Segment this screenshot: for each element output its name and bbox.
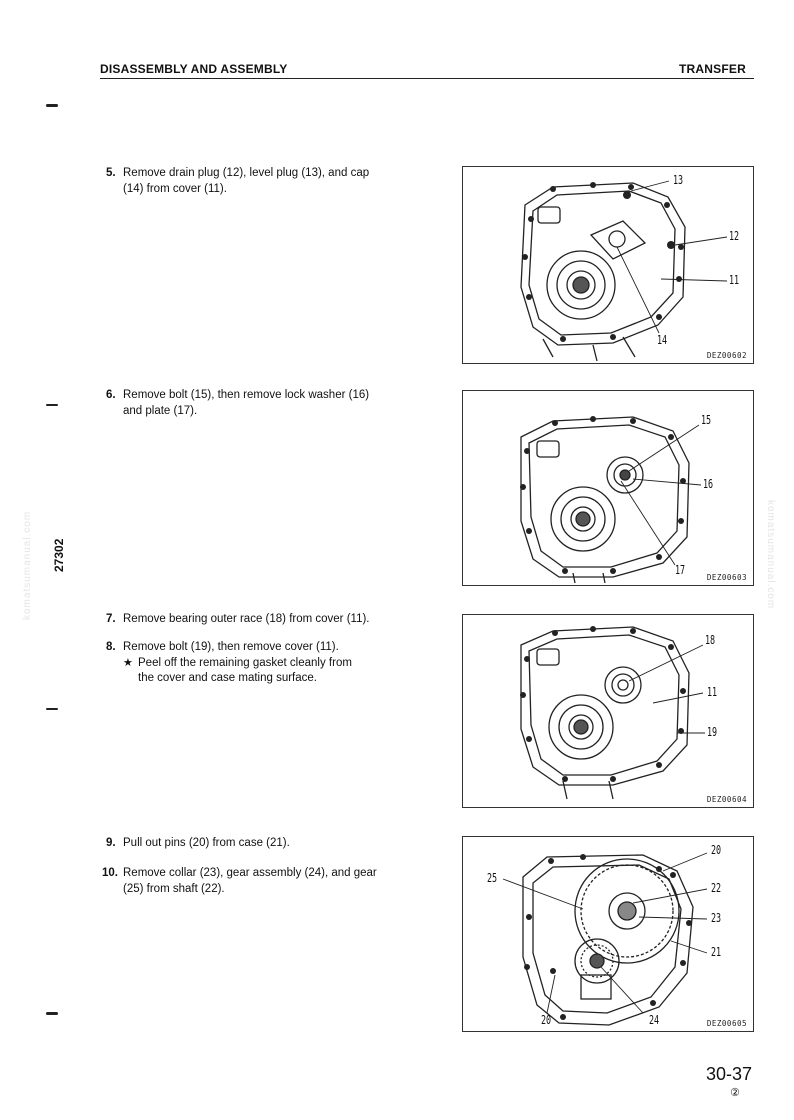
- figure-code: DEZ00605: [706, 1019, 747, 1028]
- callout-label: 22: [711, 881, 722, 895]
- step-text: Remove drain plug (12), level plug (13), and cap: [123, 167, 370, 179]
- margin-mark: [46, 404, 58, 406]
- step-8: [106, 640, 436, 687]
- step-10: [102, 866, 436, 897]
- page-number: 30-37: [706, 1064, 753, 1084]
- callout-label: 12: [729, 229, 740, 243]
- margin-mark: [46, 1012, 58, 1015]
- figure-code: DEZ00604: [706, 795, 747, 804]
- callout-label: 20: [541, 1013, 552, 1027]
- note-star-icon: ★: [123, 656, 133, 669]
- callout-label: 24: [649, 1013, 660, 1027]
- callout-label: 21: [711, 945, 722, 959]
- figure-code: DEZ00602: [706, 351, 747, 360]
- step-text: Pull out pins (20) from case (21).: [123, 837, 290, 849]
- step-number: 5.: [106, 167, 116, 179]
- step-text: Remove bearing outer race (18) from cover (11).: [123, 613, 370, 625]
- margin-mark: [46, 104, 58, 107]
- section-title: DISASSEMBLY AND ASSEMBLY: [100, 62, 288, 76]
- step-number: 8.: [106, 641, 116, 653]
- header-rule: [100, 78, 754, 79]
- callout-label: 23: [711, 911, 722, 925]
- step-text: Remove collar (23), gear assembly (24), and gear: [123, 867, 377, 879]
- callout-label: 11: [729, 273, 740, 287]
- callout-label: 13: [673, 173, 684, 187]
- callout-label: 20: [711, 843, 722, 857]
- margin-mark: [46, 708, 58, 710]
- callout-label: 14: [657, 333, 668, 347]
- figure-bearing-race: [462, 614, 754, 808]
- note-text: Peel off the remaining gasket cleanly from: [138, 656, 352, 669]
- step-text: Remove bolt (15), then remove lock washer (16): [123, 389, 370, 401]
- step-number: 7.: [106, 613, 116, 625]
- step-text: Remove bolt (19), then remove cover (11).: [123, 641, 339, 653]
- figure-code: DEZ00603: [706, 573, 747, 582]
- figure-cover-plugs: [462, 166, 754, 364]
- callout-label: 25: [487, 871, 498, 885]
- step-6: [106, 388, 436, 419]
- callout-label: 17: [675, 563, 686, 577]
- case-illustration: [463, 837, 753, 1031]
- side-number: 27302: [52, 538, 66, 572]
- step-9: [106, 836, 436, 852]
- watermark: komatsumanual.com: [765, 500, 776, 610]
- cover-illustration: [463, 167, 753, 363]
- callout-label: 15: [701, 413, 712, 427]
- revision-mark: ②: [730, 1087, 740, 1099]
- step-text: (14) from cover (11).: [123, 182, 227, 195]
- step-7: [106, 612, 436, 628]
- step-number: 6.: [106, 389, 116, 401]
- step-number: 10.: [102, 867, 118, 879]
- callout-label: 11: [707, 685, 718, 699]
- callout-label: 18: [705, 633, 716, 647]
- step-5: [106, 166, 436, 197]
- step-text: and plate (17).: [123, 404, 198, 417]
- callout-label: 16: [703, 477, 714, 491]
- chapter-title: TRANSFER: [679, 62, 746, 76]
- watermark: komatsumanual.com: [22, 510, 33, 620]
- note-text: the cover and case mating surface.: [138, 672, 317, 684]
- step-text: (25) from shaft (22).: [123, 882, 225, 895]
- step-number: 9.: [106, 837, 116, 849]
- callout-label: 19: [707, 725, 718, 739]
- figure-bolt-washer-plate: [462, 390, 754, 586]
- figure-gear-assembly: [462, 836, 754, 1032]
